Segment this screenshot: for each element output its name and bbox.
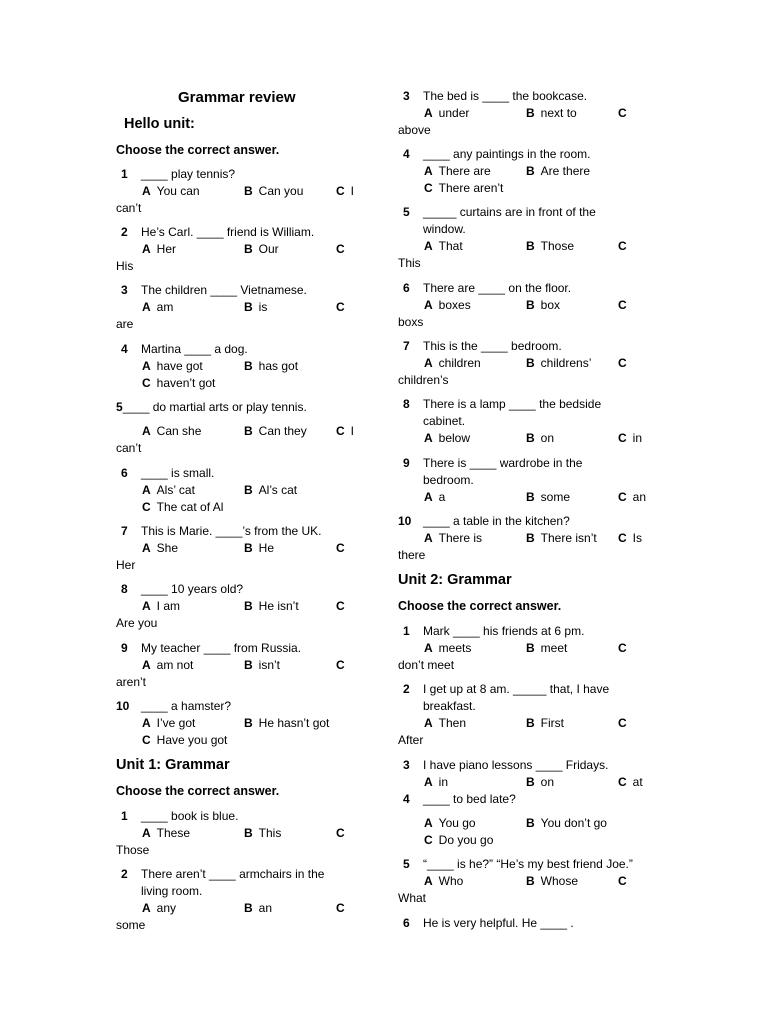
option-a[interactable]: A below: [424, 431, 471, 445]
question-number: 8: [121, 582, 128, 596]
option-c[interactable]: C: [618, 641, 627, 655]
option-c[interactable]: C: [336, 599, 345, 613]
question: [116, 166, 366, 217]
option-b[interactable]: B box: [526, 298, 561, 312]
unit1-instruction: Choose the correct answer.: [116, 784, 280, 798]
option-a[interactable]: A Her: [142, 242, 177, 256]
options-row: [141, 423, 366, 440]
option-c[interactable]: C: [618, 874, 627, 888]
question-stem: ____ book is blue.: [141, 809, 239, 823]
question: [116, 282, 366, 333]
question: [116, 399, 366, 457]
option-c[interactable]: C: [336, 826, 345, 840]
question-number: 7: [121, 524, 128, 538]
option-a[interactable]: A am: [142, 300, 174, 314]
question: [116, 581, 366, 632]
option-b[interactable]: B is: [244, 300, 268, 314]
options-row: [423, 238, 660, 255]
option-b[interactable]: B an: [244, 901, 273, 915]
question-stem: 5____ do martial arts or play tennis.: [116, 400, 307, 414]
options-row: [141, 715, 366, 732]
option-c-overflow: Her: [116, 558, 136, 572]
question-number: 10: [398, 514, 412, 528]
question-number: 2: [403, 682, 410, 696]
question-stem-continued: bedroom.: [423, 473, 474, 487]
options-row: [423, 297, 660, 314]
question: [398, 396, 660, 447]
question-stem: ____ to bed late?: [423, 792, 516, 806]
option-a[interactable]: A under: [424, 106, 470, 120]
option-c[interactable]: C: [618, 239, 627, 253]
question-stem-continued: living room.: [141, 884, 203, 898]
option-c-overflow: His: [116, 259, 134, 273]
question: [116, 640, 366, 691]
question-number: 2: [121, 225, 128, 239]
question-number: 4: [403, 147, 410, 161]
option-a[interactable]: A boxes: [424, 298, 471, 312]
question-number: 6: [403, 281, 410, 295]
question-number: 4: [121, 342, 128, 356]
option-c[interactable]: C in: [618, 431, 643, 445]
option-a[interactable]: A Then: [424, 716, 467, 730]
option-c-overflow: don’t meet: [398, 658, 455, 672]
option-c[interactable]: C haven’t got: [142, 376, 216, 390]
option-b[interactable]: B Can you: [244, 184, 304, 198]
option-c-overflow: Those: [116, 843, 150, 857]
option-c[interactable]: C Do you go: [424, 833, 494, 847]
option-c[interactable]: C: [618, 356, 627, 370]
option-c[interactable]: C The cat of Al: [142, 500, 224, 514]
question-number: 3: [121, 283, 128, 297]
question-number: 1: [403, 624, 410, 638]
question: [116, 866, 366, 934]
options-row: [423, 105, 660, 122]
question-stem: He is very helpful. He ____ .: [423, 916, 574, 930]
option-a[interactable]: A There are: [424, 164, 491, 178]
question: [398, 280, 660, 331]
option-c-overflow: above: [398, 123, 431, 137]
question-stem: ____ any paintings in the room.: [423, 147, 591, 161]
option-a[interactable]: A have got: [142, 359, 203, 373]
option-a[interactable]: A meets: [424, 641, 472, 655]
option-a[interactable]: A You go: [424, 816, 476, 830]
question: [116, 808, 366, 859]
option-a[interactable]: A I’ve got: [142, 716, 196, 730]
option-b[interactable]: B Al’s cat: [244, 483, 298, 497]
question-number: 5: [403, 857, 410, 871]
option-c[interactable]: C: [618, 106, 627, 120]
options-row: [141, 732, 366, 749]
options-row: [423, 832, 660, 849]
option-b[interactable]: B He: [244, 541, 275, 555]
option-b[interactable]: B Our: [244, 242, 279, 256]
option-a[interactable]: A That: [424, 239, 463, 253]
options-row: [423, 815, 660, 832]
question: [116, 523, 366, 574]
options-row: [141, 358, 366, 375]
hello-instruction: Choose the correct answer.: [116, 143, 280, 157]
question: [398, 915, 660, 932]
question-number: 7: [403, 339, 410, 353]
question-stem: My teacher ____ from Russia.: [141, 641, 302, 655]
options-row: [141, 183, 366, 200]
option-a[interactable]: A in: [424, 775, 449, 789]
option-c-overflow: can’t: [116, 201, 142, 215]
question-stem: _____ curtains are in front of the: [423, 205, 596, 219]
question-stem: I have piano lessons ____ Fridays.: [423, 758, 609, 772]
question: [398, 856, 660, 907]
option-c-overflow: there: [398, 548, 426, 562]
options-row: [141, 598, 366, 615]
options-row: [423, 430, 660, 447]
option-b[interactable]: B He hasn’t got: [244, 716, 330, 730]
option-a[interactable]: A You can: [142, 184, 200, 198]
question-number: 8: [403, 397, 410, 411]
question-stem: This is the ____ bedroom.: [423, 339, 562, 353]
option-c[interactable]: C Have you got: [142, 733, 228, 747]
options-row: [141, 375, 366, 392]
option-c[interactable]: C: [336, 300, 345, 314]
question: [398, 681, 660, 749]
option-b[interactable]: B on: [526, 431, 555, 445]
question: [398, 455, 660, 506]
question: [398, 204, 660, 272]
option-a[interactable]: A Als’ cat: [142, 483, 195, 497]
options-row: [423, 715, 660, 732]
question-stem: There aren’t ____ armchairs in the: [141, 867, 325, 881]
option-b[interactable]: B Are there: [526, 164, 591, 178]
option-c[interactable]: C an: [618, 490, 647, 504]
hello-unit-heading: Hello unit:: [124, 116, 195, 132]
option-c-overflow: What: [398, 891, 427, 905]
question-stem: “____ is he?” “He’s my best friend Joe.”: [423, 857, 633, 871]
question-stem: There are ____ on the floor.: [423, 281, 572, 295]
option-c-overflow: can’t: [116, 441, 142, 455]
options-row: [423, 180, 660, 197]
options-row: [141, 241, 366, 258]
options-row: [141, 499, 366, 516]
option-a[interactable]: A am not: [142, 658, 194, 672]
question-stem: ____ a hamster?: [141, 699, 232, 713]
option-b[interactable]: B meet: [526, 641, 568, 655]
option-a[interactable]: A She: [142, 541, 179, 555]
option-c[interactable]: C I: [336, 424, 355, 438]
question: [116, 224, 366, 275]
option-b[interactable]: B has got: [244, 359, 299, 373]
option-c-overflow: aren’t: [116, 675, 147, 689]
question-number: 1: [121, 167, 128, 181]
option-c[interactable]: C There aren’t: [424, 181, 504, 195]
option-a[interactable]: A any: [142, 901, 177, 915]
question-number: 6: [121, 466, 128, 480]
question-number: 6: [403, 916, 410, 930]
question-stem: There is a lamp ____ the bedside: [423, 397, 602, 411]
option-c-overflow: Are you: [116, 616, 158, 630]
unit2-instruction: Choose the correct answer.: [398, 599, 562, 613]
option-b[interactable]: B Whose: [526, 874, 579, 888]
option-c[interactable]: C: [336, 242, 345, 256]
option-c[interactable]: C Is: [618, 531, 643, 545]
question-number: 10: [116, 699, 130, 713]
option-a[interactable]: A Can she: [142, 424, 202, 438]
question: [398, 791, 660, 849]
option-b[interactable]: B Those: [526, 239, 575, 253]
question-stem: ____ is small.: [141, 466, 215, 480]
question: [116, 465, 366, 516]
options-row: [423, 873, 660, 890]
question-stem: ____ play tennis?: [141, 167, 236, 181]
question-stem: There is ____ wardrobe in the: [423, 456, 583, 470]
option-c[interactable]: C at: [618, 775, 643, 789]
option-a[interactable]: A children: [424, 356, 481, 370]
option-a[interactable]: A a: [424, 490, 446, 504]
option-c[interactable]: C I: [336, 184, 355, 198]
options-row: [141, 540, 366, 557]
option-b[interactable]: B This: [244, 826, 282, 840]
question: [398, 513, 660, 564]
options-row: [141, 299, 366, 316]
option-c-overflow: are: [116, 317, 134, 331]
question: [116, 698, 366, 749]
question-stem: The bed is ____ the bookcase.: [423, 89, 588, 103]
options-row: [141, 825, 366, 842]
options-row: [423, 640, 660, 657]
question-stem-continued: window.: [423, 222, 466, 236]
question-stem: ____ 10 years old?: [141, 582, 244, 596]
option-c-overflow: children’s: [398, 373, 449, 387]
unit2-heading: Unit 2: Grammar: [398, 572, 512, 588]
question-number: 9: [403, 456, 410, 470]
question-stem: ____ a table in the kitchen?: [423, 514, 570, 528]
options-row: [141, 482, 366, 499]
options-row: [423, 163, 660, 180]
question-number: 1: [121, 809, 128, 823]
question: [398, 88, 660, 139]
options-row: [141, 657, 366, 674]
option-a[interactable]: A I am: [142, 599, 181, 613]
option-c-overflow: boxs: [398, 315, 424, 329]
question-stem: He’s Carl. ____ friend is William.: [141, 225, 315, 239]
question: [398, 338, 660, 389]
option-b[interactable]: B He isn’t: [244, 599, 299, 613]
question-stem: Martina ____ a dog.: [141, 342, 248, 356]
option-c[interactable]: C: [336, 658, 345, 672]
question-stem: I get up at 8 am. _____ that, I have: [423, 682, 610, 696]
question-number: 9: [121, 641, 128, 655]
option-a[interactable]: A Who: [424, 874, 464, 888]
question: [398, 146, 660, 197]
option-b[interactable]: B You don’t go: [526, 816, 607, 830]
question-stem-continued: cabinet.: [423, 414, 466, 428]
question: [398, 623, 660, 674]
options-row: [423, 530, 660, 547]
option-c-overflow: This: [398, 256, 421, 270]
page-title: Grammar review: [178, 89, 296, 106]
option-b[interactable]: B some: [526, 490, 571, 504]
question-number: 4: [403, 792, 410, 806]
question-number: 5: [403, 205, 410, 219]
option-c[interactable]: C: [336, 901, 345, 915]
question-number: 2: [121, 867, 128, 881]
option-a[interactable]: A These: [142, 826, 191, 840]
option-a[interactable]: A There is: [424, 531, 483, 545]
option-c-overflow: some: [116, 918, 146, 932]
options-row: [141, 900, 366, 917]
question-number: 3: [403, 89, 410, 103]
question: [116, 341, 366, 392]
option-c[interactable]: C: [618, 298, 627, 312]
option-b[interactable]: B First: [526, 716, 564, 730]
option-b[interactable]: B next to: [526, 106, 577, 120]
question-stem: Mark ____ his friends at 6 pm.: [423, 624, 585, 638]
option-b[interactable]: B There isn’t: [526, 531, 597, 545]
option-b[interactable]: B isn’t: [244, 658, 281, 672]
question: [398, 757, 660, 791]
option-c[interactable]: C: [336, 541, 345, 555]
option-c-overflow: After: [398, 733, 424, 747]
option-b[interactable]: B childrens’: [526, 356, 592, 370]
question-stem: This is Marie. ____’s from the UK.: [141, 524, 322, 538]
option-c[interactable]: C: [618, 716, 627, 730]
option-b[interactable]: B on: [526, 775, 555, 789]
option-b[interactable]: B Can they: [244, 424, 307, 438]
options-row: [423, 355, 660, 372]
options-row: [423, 489, 660, 506]
unit1-heading: Unit 1: Grammar: [116, 757, 230, 773]
options-row: [423, 774, 660, 791]
question-stem-continued: breakfast.: [423, 699, 476, 713]
question-number: 3: [403, 758, 410, 772]
question-stem: The children ____ Vietnamese.: [141, 283, 307, 297]
